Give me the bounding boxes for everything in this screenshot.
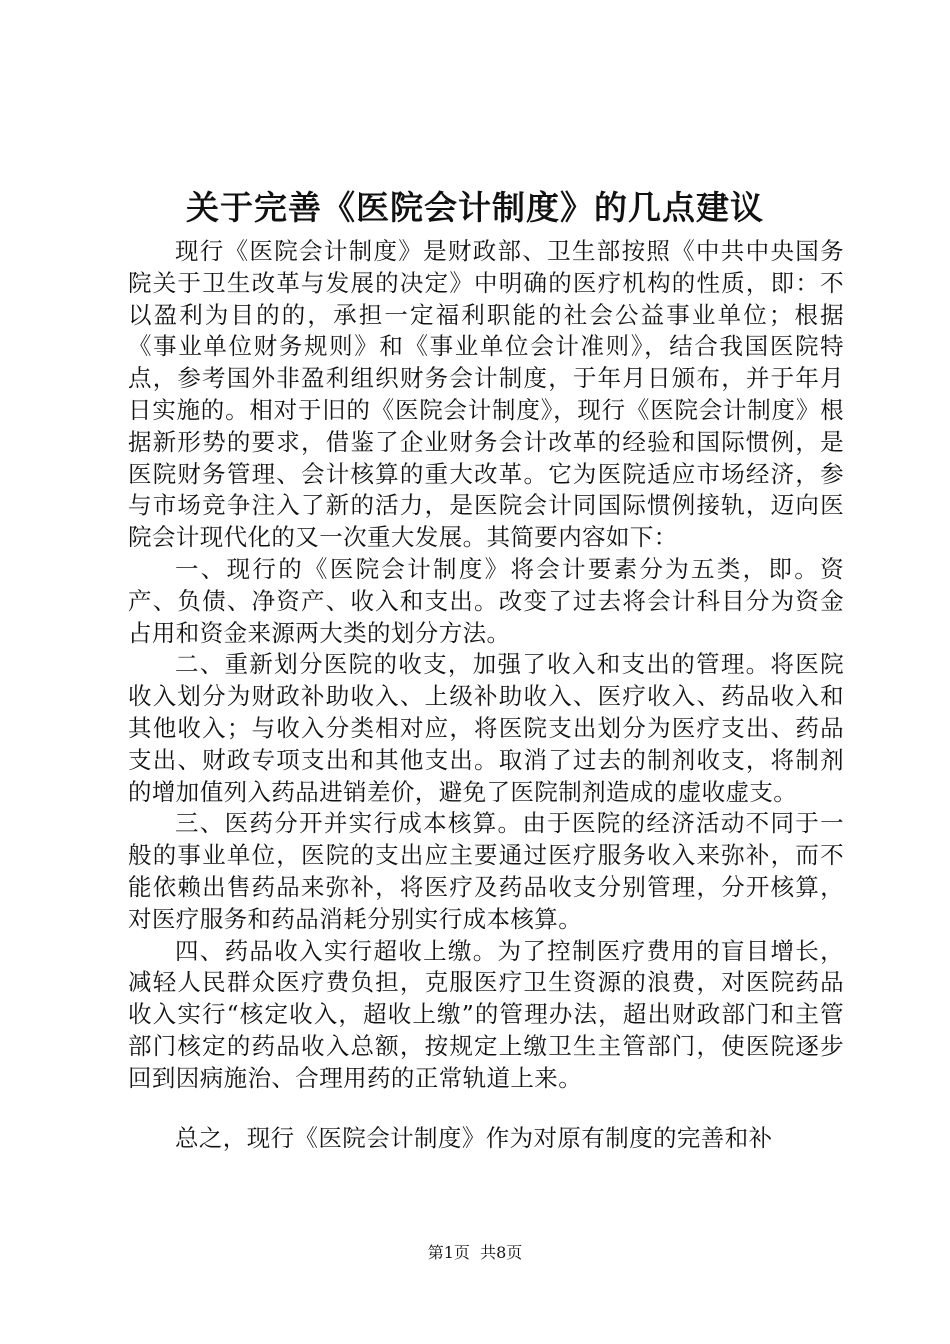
paragraph-point-4: 四、药品收入实行超收上缴。为了控制医疗费用的盲目增长，减轻人民群众医疗费负担，克服医疗卫生资源的浪费，对医院药品收入实行“核定收入，超收上缴”的管理办法，超出财政部门和主管部门核定的药品收入总额，按规定上缴卫生主管部门，使医院逐步回到因病施治、合理用药的正常轨道上来。 [128, 936, 844, 1092]
document-body [128, 236, 844, 1154]
paragraph-point-3: 三、医药分开并实行成本核算。由于医院的经济活动不同于一般的事业单位，医院的支出应主要通过医疗服务收入来弥补，而不能依赖出售药品来弥补，将医疗及药品收支分别管理，分开核算，对医疗服务和药品消耗分别实行成本核算。 [128, 809, 844, 933]
footer-separator [470, 1243, 480, 1262]
page-number-total: 共8页 [480, 1243, 523, 1262]
page-number-current: 第1页 [427, 1243, 470, 1262]
paragraph-point-2: 二、重新划分医院的收支，加强了收入和支出的管理。将医院收入划分为财政补助收入、上级补助收入、医疗收入、药品收入和其他收入；与收入分类相对应，将医院支出划分为医疗支出、药品支出、财政专项支出和其他支出。取消了过去的制剂收支，将制剂的增加值列入药品进销差价，避免了医院制剂造成的虚收虚支。 [128, 650, 844, 806]
paragraph-intro: 现行《医院会计制度》是财政部、卫生部按照《中共中央国务院关于卫生改革与发展的决定》中明确的医疗机构的性质，即：不以盈利为目的的，承担一定福利职能的社会公益事业单位；根据《事业单位财务规则》和《事业单位会计准则》，结合我国医院特点，参考国外非盈利组织财务会计制度，于年月日颁布，并于年月日实施的。相对于旧的《医院会计制度》，现行《医院会计制度》根据新形势的要求，借鉴了企业财务会计改革的经验和国际惯例，是医院财务管理、会计核算的重大改革。它为医院适应市场经济，参与市场竞争注入了新的活力，是医院会计同国际惯例接轨，迈向医院会计现代化的又一次重大发展。其简要内容如下： [128, 237, 844, 552]
paragraph-point-1: 一、现行的《医院会计制度》将会计要素分为五类，即。资产、负债、净资产、收入和支出。改变了过去将会计科目分为资金占用和资金来源两大类的划分方法。 [128, 554, 844, 647]
page-footer [0, 1242, 950, 1264]
paragraph-conclusion: 总之，现行《医院会计制度》作为对原有制度的完善和补 [175, 1123, 773, 1152]
document-title: 关于完善《医院会计制度》的几点建议 [186, 188, 764, 227]
